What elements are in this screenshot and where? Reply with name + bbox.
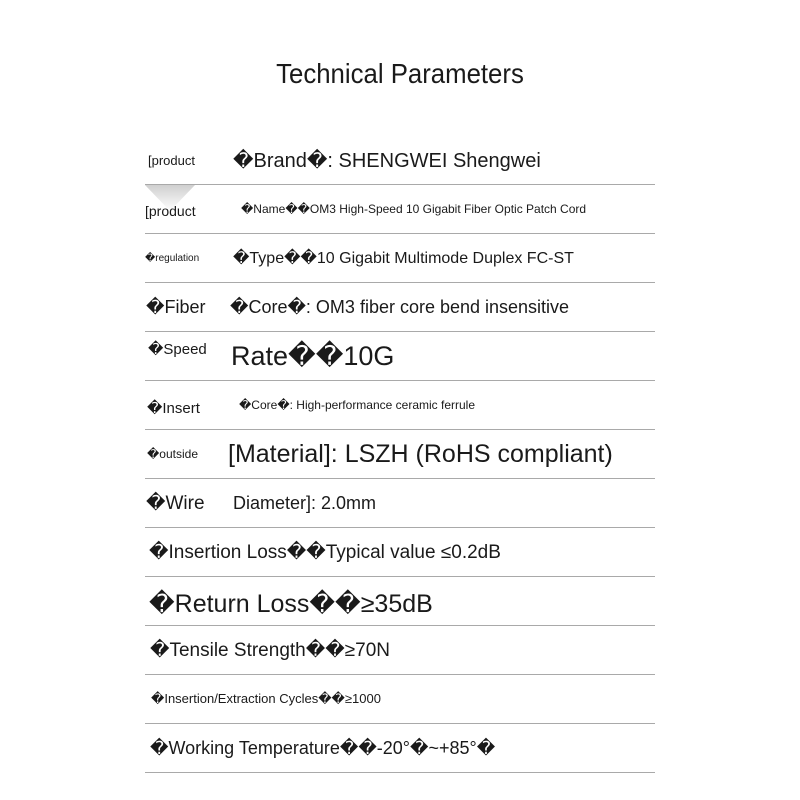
table-row-tensile-strength bbox=[145, 626, 655, 675]
row-label: [product bbox=[148, 152, 195, 168]
row-value: �Core�: OM3 fiber core bend insensitive bbox=[230, 296, 570, 317]
table-row-wire bbox=[145, 479, 655, 528]
table-row-speed bbox=[145, 332, 655, 381]
row-value: [Material]: LSZH (RoHS compliant) bbox=[228, 439, 613, 468]
row-text: �Return Loss��≥35dB bbox=[149, 590, 433, 618]
row-value: �Brand�: SHENGWEI Shengwei bbox=[233, 149, 541, 172]
row-label: [product bbox=[145, 203, 196, 219]
table-row-type bbox=[145, 234, 655, 283]
row-label: �Insert bbox=[147, 400, 200, 417]
row-label: �Speed bbox=[148, 341, 207, 358]
row-text: �Working Temperature��-20°�~+85°� bbox=[150, 737, 496, 758]
row-value: Rate��10G bbox=[231, 340, 395, 371]
row-text: �Insertion/Extraction Cycles��≥1000 bbox=[151, 691, 381, 706]
row-label: �Fiber bbox=[146, 296, 206, 317]
row-label: �Wire bbox=[146, 492, 205, 514]
table-row-working-temperature bbox=[145, 724, 655, 773]
row-text: �Insertion Loss��Typical value ≤0.2dB bbox=[149, 541, 501, 563]
row-text: �Tensile Strength��≥70N bbox=[150, 639, 390, 661]
table-row-return-loss bbox=[145, 577, 655, 626]
row-value: Diameter]: 2.0mm bbox=[233, 492, 377, 513]
row-value: �Name��OM3 High-Speed 10 Gigabit Fiber Optic Patch Cord bbox=[241, 202, 587, 216]
table-row-cycles bbox=[145, 675, 655, 724]
row-value: �Core�: High-performance ceramic ferrule bbox=[239, 398, 476, 412]
row-label: �outside bbox=[147, 447, 198, 461]
table-row-insertion-loss bbox=[145, 528, 655, 577]
table-row-insert bbox=[145, 381, 655, 430]
table-row-name bbox=[145, 185, 655, 234]
row-label: �regulation bbox=[145, 252, 200, 264]
row-value: �Type��10 Gigabit Multimode Duplex FC-ST bbox=[233, 250, 574, 267]
table-row-brand bbox=[145, 136, 655, 185]
table-row-material bbox=[145, 430, 655, 479]
table-row-fiber bbox=[145, 283, 655, 332]
parameter-table bbox=[145, 136, 655, 773]
page-title: Technical Parameters bbox=[276, 58, 524, 89]
